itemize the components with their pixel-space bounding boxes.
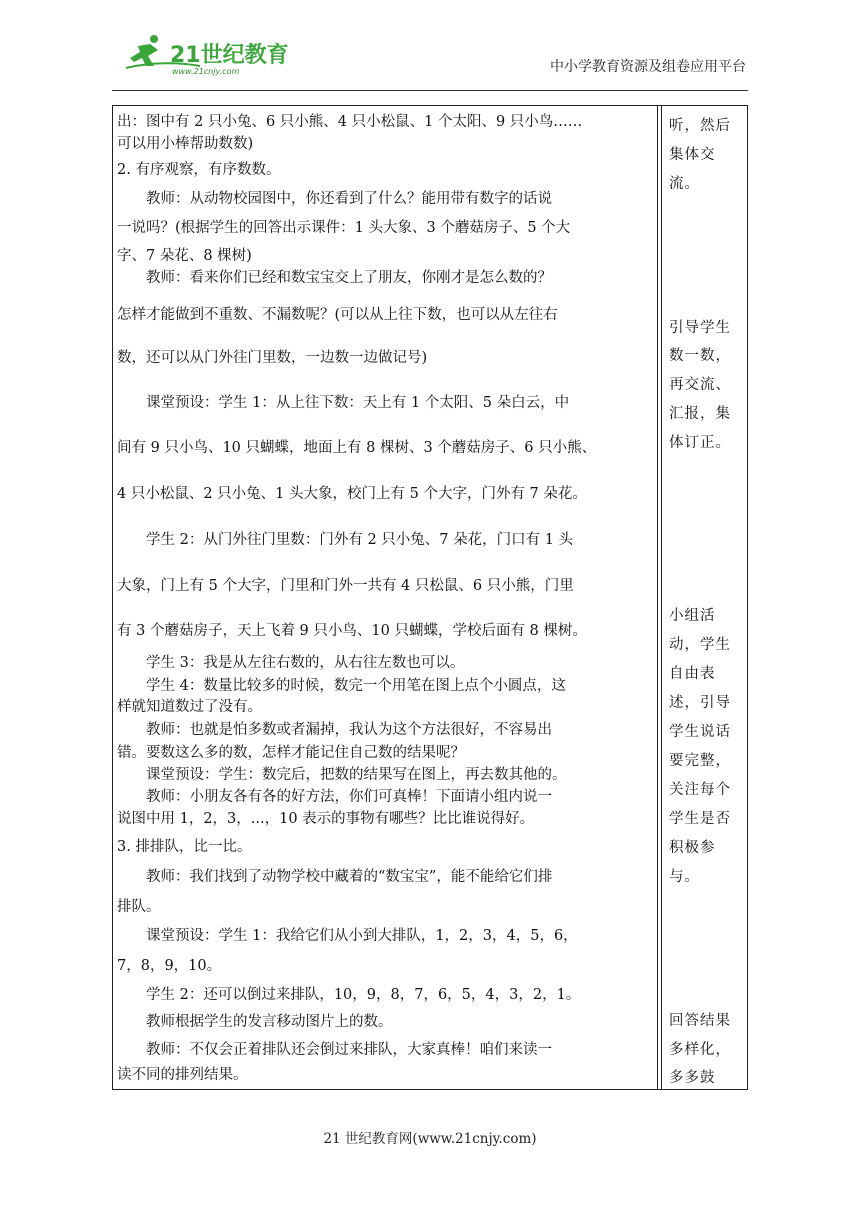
note-line: 述，引导 [669,695,731,711]
platform-title: 中小学教育资源及组卷应用平台 [550,59,746,75]
note-line: 体订正。 [669,435,731,451]
content-line: 数，还可以从门外往门里数，一边数一边做记号) [117,350,428,366]
content-line: 3. 排排队，比一比。 [117,839,252,855]
page-header [112,30,748,91]
content-line: 课堂预设：学生 1：从上往下数：天上有 1 个太阳、5 朵白云，中 [117,395,570,411]
logo-text: 21世纪教育 [170,43,289,68]
content-line: 怎样才能做到不重数、不漏数呢？(可以从上往下数，也可以从左往右 [117,307,558,323]
content-line: 排队。 [117,899,161,915]
column-divider [657,106,658,1089]
content-line: 大象，门上有 5 个大字，门里和门外一共有 4 只松鼠、6 只小熊，门里 [117,578,574,594]
note-line: 汇报，集 [669,406,731,422]
content-line: 样就知道数过了没有。 [117,699,262,715]
content-line: 间有 9 只小鸟、10 只蝴蝶，地面上有 8 棵树、3 个蘑菇房子、6 只小熊、 [117,440,597,456]
content-line: 教师：也就是怕多数或者漏掉，我认为这个方法很好，不容易出 [117,722,552,738]
note-line: 多多鼓 [669,1070,716,1086]
note-line: 要完整， [669,753,731,769]
content-line: 课堂预设：学生：数完后，把数的结果写在图上，再去数其他的。 [117,767,567,783]
note-line: 动，学生 [669,637,731,653]
page-footer: 21 世纪教育网(www.21cnjy.com) [323,1131,537,1147]
note-line: 流。 [669,176,700,192]
content-line: 学生 4：数量比较多的时候，数完一个用笔在图上点个小圆点，这 [117,678,566,694]
note-line: 回答结果 [669,1013,731,1029]
note-line: 自由表 [669,666,716,682]
content-line: 说图中用 1，2，3，...，10 表示的事物有哪些？比比谁说得好。 [117,811,535,827]
note-line: 关注每个 [669,782,731,798]
note-line: 积极参 [669,840,716,856]
content-line: 可以用小棒帮助数数) [117,136,254,152]
content-line: 4 只小松鼠、2 只小兔、1 头大象，校门上有 5 个大字，门外有 7 朵花。 [117,486,587,502]
note-line: 与。 [669,869,700,885]
column-divider-inner [661,106,662,1089]
content-line: 课堂预设：学生 1：我给它们从小到大排队，1，2，3，4，5，6， [117,928,578,944]
content-line: 字、7 朵花、8 棵树) [117,248,252,264]
content-line: 一说吗？(根据学生的回答出示课件：1 头大象、3 个蘑菇房子、5 个大 [117,220,571,236]
content-line: 7，8，9，10。 [117,958,222,974]
content-line: 教师：看来你们已经和数宝宝交上了朋友，你刚才是怎么数的？ [117,270,552,286]
content-line: 教师：从动物校园图中，你还看到了什么？能用带有数字的话说 [117,191,552,207]
content-line: 2. 有序观察，有序数数。 [117,162,281,178]
note-line: 多样化， [669,1042,731,1058]
note-line: 集体交 [669,147,716,163]
content-line: 错。要数这么多的数，怎样才能记住自己数的结果呢？ [117,745,465,761]
note-line: 小组活 [669,608,716,624]
content-line: 有 3 个蘑菇房子，天上飞着 9 只小鸟、10 只蝴蝶，学校后面有 8 棵树。 [117,623,587,639]
note-line: 数一数， [669,348,731,364]
content-line: 学生 2：从门外往门里数：门外有 2 只小兔、7 朵花，门口有 1 头 [117,532,574,548]
content-line: 出：图中有 2 只小兔、6 只小熊、4 只小松鼠、1 个太阳、9 只小鸟…… [117,114,583,130]
content-line: 教师根据学生的发言移动图片上的数。 [117,1014,393,1030]
note-line: 再交流、 [669,377,731,393]
content-line: 学生 3：我是从左往右数的，从右往左数也可以。 [117,655,465,671]
logo-url: www.21cnjy.com [172,67,240,76]
note-line: 学生说话 [669,724,731,740]
content-line: 教师：小朋友各有各的好方法，你们可真棒！下面请小组内说一 [117,789,552,805]
content-line: 教师：不仅会正着排队还会倒过来排队，大家真棒！咱们来读一 [117,1042,552,1058]
note-line: 引导学生 [669,320,731,336]
logo-21cnjy [120,32,290,78]
lesson-table [112,105,748,1090]
note-line: 学生是否 [669,811,731,827]
content-line: 教师：我们找到了动物学校中藏着的“数宝宝”，能不能给它们排 [117,869,553,885]
content-line: 学生 2：还可以倒过来排队，10，9，8，7，6，5，4，3，2，1。 [117,987,581,1003]
note-line: 听，然后 [669,118,731,134]
content-line: 读不同的排列结果。 [117,1067,248,1083]
